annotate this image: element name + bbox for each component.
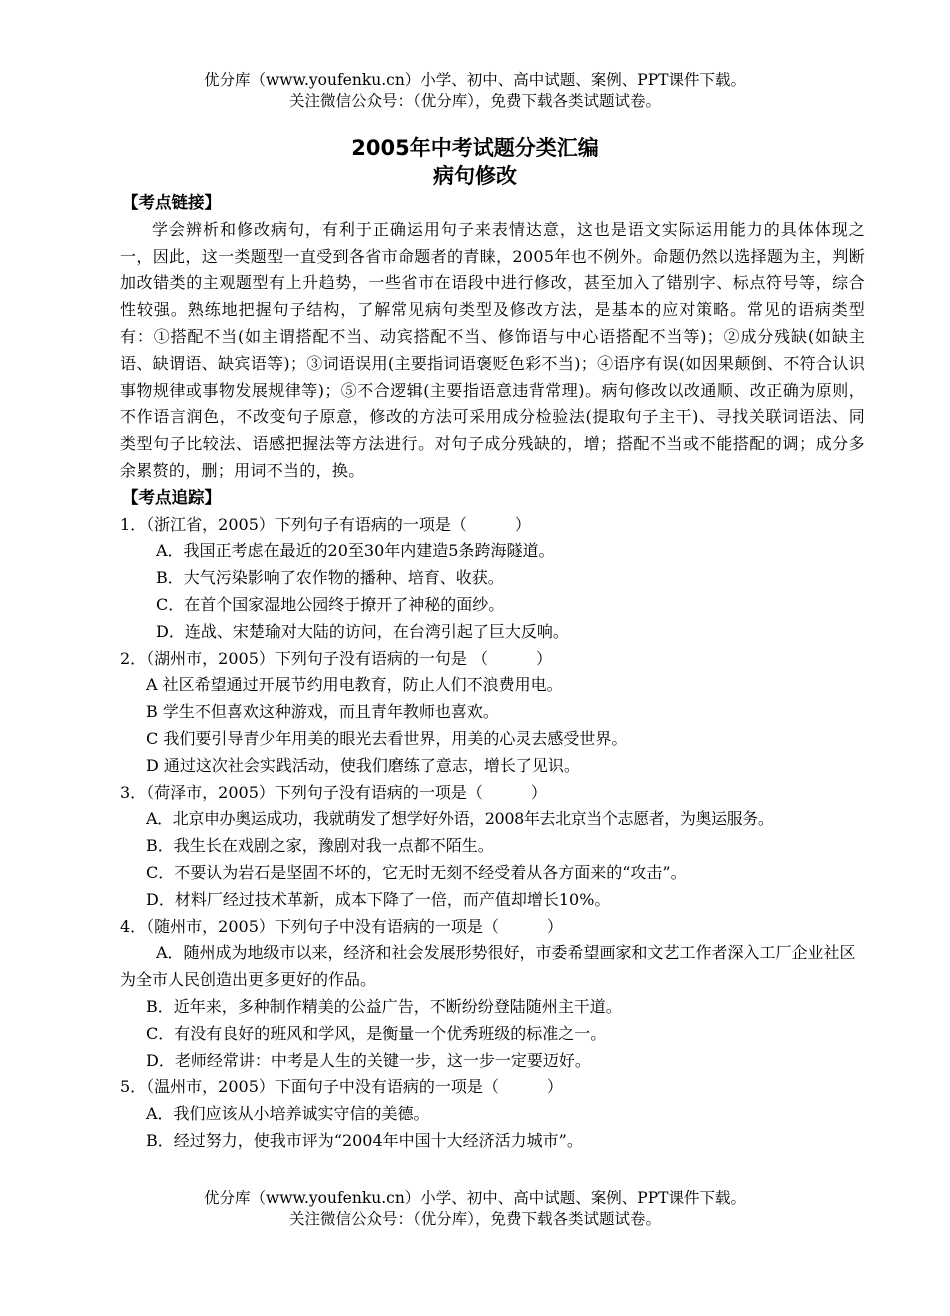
question-option: B．近年来，多种制作精美的公益广告，不断纷纷登陆随州主干道。: [146, 996, 622, 1016]
question-option: A．我国正考虑在最近的20至30年内建造5条跨海隧道。: [156, 541, 555, 561]
header-line-1: 优分库（www.youfenku.cn）小学、初中、高中试题、案例、PPT课件下载。: [203, 71, 747, 89]
question-option: B．经过努力，使我市评为“2004年中国十大经济活力城市”。: [146, 1130, 583, 1150]
question-option: A．随州成为地级市以来，经济和社会发展形势很好，市委希望画家和文艺工作者深入工厂企业社区为全市人民创造出更多更好的作品。: [120, 943, 856, 990]
question-3: [120, 780, 865, 914]
section-heading-track: 【考点追踪】: [122, 487, 221, 507]
section-heading-link: 【考点链接】: [122, 193, 221, 212]
question-option: B．我生长在戏剧之家，豫剧对我一点都不陌生。: [146, 836, 494, 856]
page-footer: [0, 1188, 950, 1230]
question-stem: 1．（浙江省，2005）下列句子有语病的一项是（ ）: [120, 514, 531, 534]
header-line-2: 关注微信公众号：（优分库），免费下载各类试题试卷。: [288, 92, 661, 110]
question-2: [120, 646, 865, 780]
question-stem: 4．（随州市，2005）下列句子中没有语病的一项是（ ）: [120, 916, 563, 936]
page-header: [0, 70, 950, 112]
question-stem: 3．（荷泽市，2005）下列句子没有语病的一项是（ ）: [120, 782, 547, 802]
question-1: [120, 512, 865, 646]
question-option: C．不要认为岩石是坚固不坏的，它无时无刻不经受着从各方面来的“攻击”。: [146, 862, 687, 882]
question-option: A 社区希望通过开展节约用电教育，防止人们不浪费用电。: [146, 675, 563, 695]
question-stem: 5．（温州市，2005）下面句子中没有语病的一项是（ ）: [120, 1077, 563, 1097]
question-option: C 我们要引导青少年用美的眼光去看世界，用美的心灵去感受世界。: [146, 728, 628, 748]
title-sub: 病句修改: [433, 164, 517, 188]
document-body: [120, 190, 865, 1155]
question-stem: 2．（湖州市，2005）下列句子没有语病的一句是 （ ）: [120, 648, 552, 668]
title-main: 2005年中考试题分类汇编: [351, 136, 599, 160]
question-4: [120, 914, 865, 1075]
question-option: D．老师经常讲：中考是人生的关键一步，这一步一定要迈好。: [146, 1050, 591, 1070]
question-option: B．大气污染影响了农作物的播种、培育、收获。: [156, 568, 504, 588]
document-title: [0, 134, 950, 190]
question-option: D 通过这次社会实践活动，使我们磨练了意志，增长了见识。: [146, 755, 580, 775]
question-option: D．材料厂经过技术革新，成本下降了一倍，而产值却增长10%。: [146, 889, 611, 909]
question-option: C．有没有良好的班风和学风，是衡量一个优秀班级的标准之一。: [146, 1023, 607, 1043]
question-option: C．在首个国家湿地公园终于撩开了神秘的面纱。: [156, 594, 505, 614]
question-option: D．连战、宋楚瑜对大陆的访问，在台湾引起了巨大反响。: [156, 621, 569, 641]
footer-line-2: 关注微信公众号：（优分库），免费下载各类试题试卷。: [288, 1210, 661, 1228]
footer-line-1: 优分库（www.youfenku.cn）小学、初中、高中试题、案例、PPT课件下载。: [203, 1189, 747, 1207]
section-paragraph: 学会辨析和修改病句，有利于正确运用句子来表情达意，这也是语文实际运用能力的具体体现之一，因此，这一类题型一直受到各省市命题者的青睐，2005年也不例外。命题仍然以选择题为主，判断加改错类的主观题型有上升趋势，一些省市在语段中进行修改，甚至加入了错别字、标点符号等，综合性较强。熟练地把握句子结构，了解常见病句类型及修改方法，是基本的应对策略。常见的语病类型有：①搭配不当(如主谓搭配不当、动宾搭配不当、修饰语与中心语搭配不当等)；②成分残缺(如缺主语、缺谓语、缺宾语等)；③词语误用(主要指词语褒贬色彩不当)；④语序有误(如因果颠倒、不符合认识事物规律或事物发展规律等)；⑤不合逻辑(主要指语意违背常理)。病句修改以改通顺、改正确为原则，不作语言润色，不改变句子原意，修改的方法可采用成分检验法(提取句子主干)、寻找关联词语法、同类型句子比较法、语感把握法等方法进行。对句子成分残缺的，增；搭配不当或不能搭配的调；成分多余累赘的，删；用词不当的，换。: [120, 219, 865, 480]
question-option: A．我们应该从小培养诚实守信的美德。: [146, 1104, 430, 1124]
question-5: [120, 1074, 865, 1154]
question-option: A．北京申办奥运成功，我就萌发了想学好外语，2008年去北京当个志愿者，为奥运服务。: [146, 809, 774, 829]
question-option: B 学生不但喜欢这种游戏，而且青年教师也喜欢。: [146, 702, 499, 722]
